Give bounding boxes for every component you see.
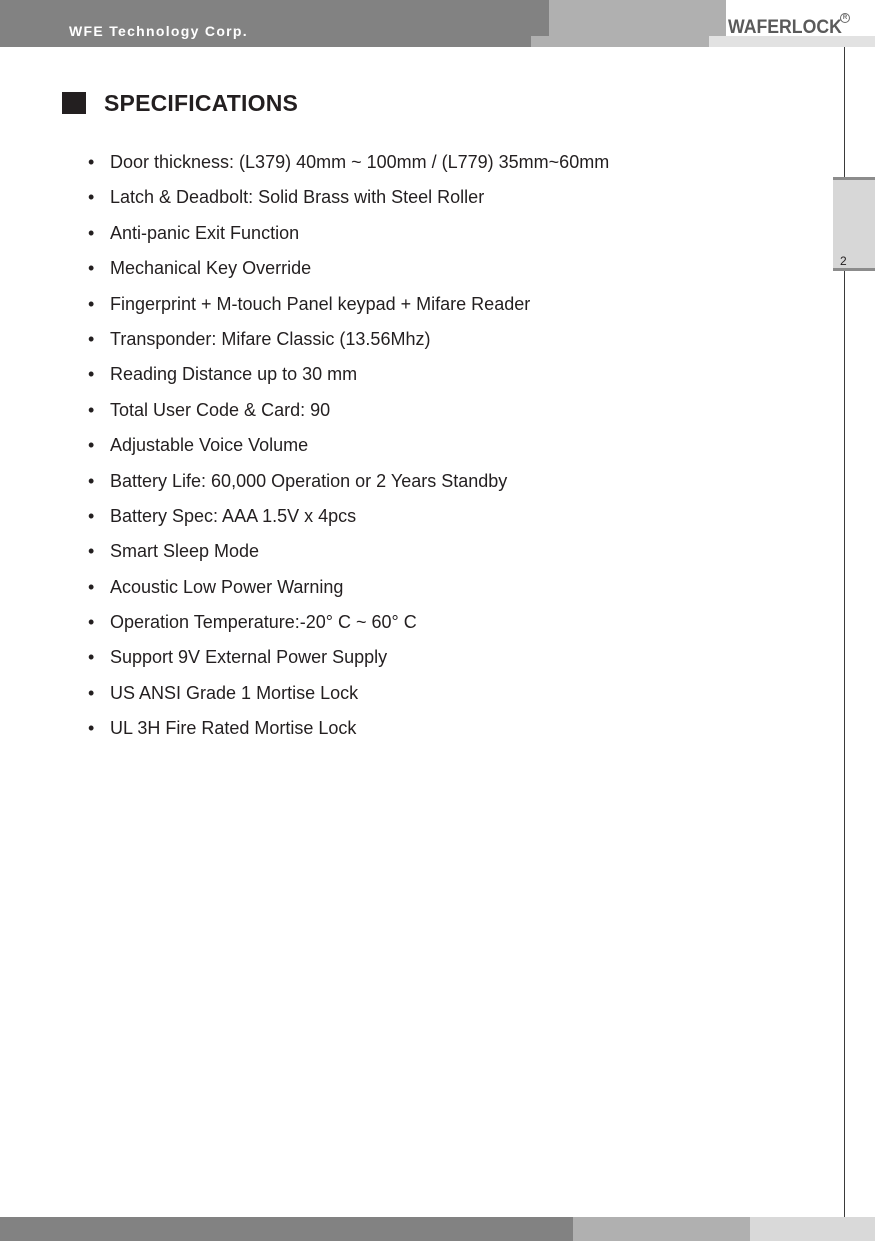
list-item	[88, 328, 609, 363]
page-number: 2	[840, 254, 847, 268]
list-item	[88, 399, 609, 434]
spec-text: Anti-panic Exit Function	[110, 222, 300, 243]
list-item	[88, 293, 609, 328]
company-name: WFE Technology Corp.	[69, 23, 248, 39]
bullet-icon: •	[88, 505, 95, 526]
bullet-icon: •	[88, 647, 95, 668]
list-item	[88, 257, 609, 292]
section-square-icon	[62, 92, 86, 114]
spec-list	[88, 151, 609, 753]
list-item	[88, 505, 609, 540]
spec-text: Acoustic Low Power Warning	[110, 576, 344, 597]
list-item	[88, 682, 609, 717]
footer-band-pale	[750, 1217, 875, 1241]
footer-band-dark	[0, 1217, 573, 1241]
bullet-icon: •	[88, 152, 95, 172]
bullet-icon: •	[88, 293, 95, 314]
list-item	[88, 611, 609, 646]
footer-band-light	[573, 1217, 750, 1241]
spec-text: Total User Code & Card: 90	[110, 399, 331, 420]
header-band-light	[549, 0, 726, 36]
bullet-icon: •	[88, 364, 95, 385]
bullet-icon: •	[88, 222, 95, 243]
spec-text: Fingerprint + M-touch Panel keypad + Mifare Reader	[110, 293, 531, 314]
spec-text: US ANSI Grade 1 Mortise Lock	[110, 682, 359, 703]
spec-text: Operation Temperature:-20° C ~ 60° C	[110, 612, 417, 633]
list-item	[88, 470, 609, 505]
list-item	[88, 646, 609, 681]
spec-text: Support 9V External Power Supply	[110, 647, 388, 668]
list-item	[88, 540, 609, 575]
list-item	[88, 186, 609, 221]
spec-text: Reading Distance up to 30 mm	[110, 364, 358, 385]
bullet-icon: •	[88, 576, 95, 597]
brand-logo: WAFERLOCK	[728, 17, 842, 38]
spec-text: Transponder: Mifare Classic (13.56Mhz)	[110, 328, 431, 349]
header-band-light-strip	[531, 36, 709, 47]
bullet-icon: •	[88, 328, 95, 349]
list-item	[88, 576, 609, 611]
spec-text: Smart Sleep Mode	[110, 541, 260, 562]
spec-text: Adjustable Voice Volume	[110, 435, 309, 456]
bullet-icon: •	[88, 187, 95, 208]
spec-text: Latch & Deadbolt: Solid Brass with Steel Roller	[110, 187, 485, 208]
registered-mark-icon: R	[840, 13, 850, 23]
bullet-icon: •	[88, 682, 95, 703]
section-title: SPECIFICATIONS	[104, 90, 299, 116]
spec-text: Battery Spec: AAA 1.5V x 4pcs	[110, 505, 357, 526]
bullet-icon: •	[88, 470, 95, 491]
bullet-icon: •	[88, 258, 95, 279]
list-item	[88, 151, 609, 186]
bullet-icon: •	[88, 399, 95, 420]
bullet-icon: •	[88, 612, 95, 633]
spec-text: Mechanical Key Override	[110, 258, 312, 279]
bullet-icon: •	[88, 435, 95, 456]
list-item	[88, 363, 609, 398]
spec-text: UL 3H Fire Rated Mortise Lock	[110, 718, 357, 739]
bullet-icon: •	[88, 541, 95, 562]
list-item	[88, 222, 609, 257]
list-item	[88, 717, 609, 752]
spec-text: Battery Life: 60,000 Operation or 2 Years Standby	[110, 470, 508, 491]
bullet-icon: •	[88, 718, 95, 739]
spec-text: Door thickness: (L379) 40mm ~ 100mm / (L779) 35mm~60mm	[110, 152, 610, 172]
list-item	[88, 434, 609, 469]
